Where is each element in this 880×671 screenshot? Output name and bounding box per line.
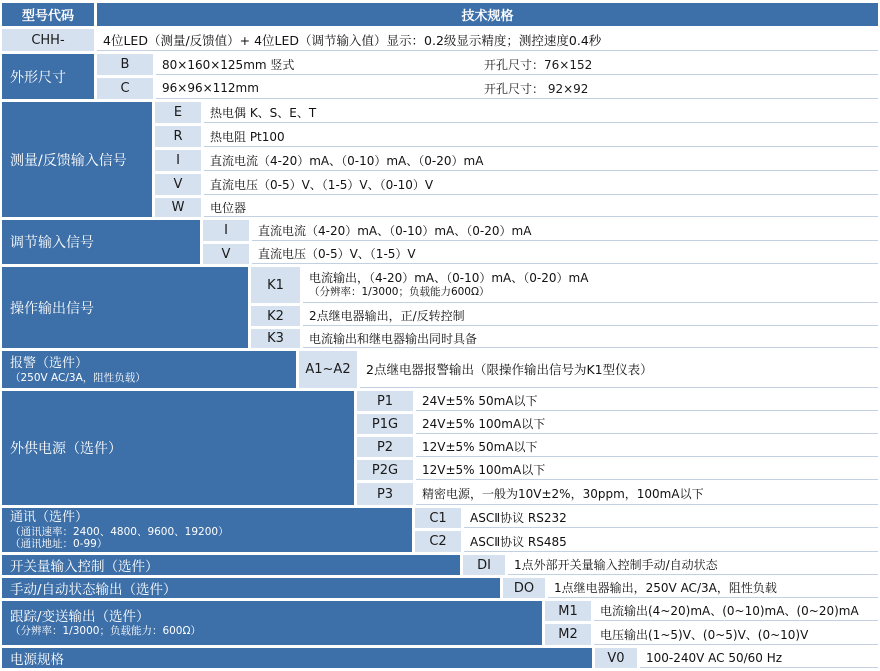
measure-code-r: R (155, 126, 201, 147)
measure-code-e: E (155, 102, 201, 123)
power-supply-code-p1: P1 (357, 391, 413, 411)
power-supply-code-p2g: P2G (357, 460, 413, 480)
comm-code-c2: C2 (415, 531, 461, 552)
comm-sub-rate: （通讯速率：2400、4800、9600、19200） (10, 526, 229, 538)
power-supply-desc-p2: 12V±5% 50mA以下 (416, 437, 878, 457)
measure-code-i: I (155, 150, 201, 171)
operate-desc-k2: 2点继电器输出，正/反转控制 (303, 306, 878, 326)
operate-code-k2: K2 (251, 306, 300, 326)
shape-dim-b: 80×160×125mm 竖式 (162, 57, 295, 72)
alarm-code: A1~A2 (299, 351, 357, 388)
operate-k1-sub: （分辨率：1/3000；负载能力600Ω） (309, 285, 490, 298)
power-supply-desc-p1g: 24V±5% 100mA以下 (416, 414, 878, 434)
shape-dim-c: 96×96×112mm (162, 81, 259, 95)
comm-label (2, 508, 412, 552)
operate-k1-text: 电流输出，（4-20）mA、（0-10）mA、（0-20）mA (309, 270, 589, 285)
measure-code-v: V (155, 174, 201, 195)
operate-desc-k1 (303, 267, 878, 303)
alarm-label (2, 351, 296, 388)
power-desc: 100-240V AC 50/60 Hz (640, 648, 878, 668)
shape-code-b: B (97, 54, 153, 75)
alarm-desc: 2点继电器报警输出（限操作输出信号为K1型仪表） (360, 351, 878, 388)
operate-code-k1: K1 (251, 267, 300, 303)
adjust-desc-i: 直流电流（4-20）mA、（0-10）mA、（0-20）mA (252, 220, 878, 241)
power-supply-label: 外供电源（选件） (2, 391, 354, 505)
comm-desc-c2: ASCⅡ协议 RS485 (464, 531, 878, 552)
track-title: 跟踪/变送输出（选件） (10, 609, 150, 625)
comm-title: 通讯（选件） (10, 510, 89, 525)
comm-desc-c1: ASCⅡ协议 RS232 (464, 508, 878, 528)
shape-label: 外形尺寸 (2, 54, 94, 99)
adjust-code-v: V (203, 244, 249, 264)
measure-desc-v: 直流电压（0-5）V、（1-5）V、（0-10）V (204, 174, 878, 195)
track-sub: （分辨率：1/3000；负载能力：600Ω） (10, 625, 202, 637)
power-supply-code-p2: P2 (357, 437, 413, 457)
power-supply-desc-p3: 精密电源，一般为10V±2%，30ppm，100mA以下 (416, 483, 878, 505)
manual-out-label: 手动/自动状态输出（选件） (2, 578, 500, 598)
model-code: CHH- (2, 29, 94, 51)
track-label (2, 601, 542, 645)
measure-label: 测量/反馈输入信号 (2, 102, 152, 217)
measure-desc-i: 直流电流（4-20）mA、（0-10）mA、（0-20）mA (204, 150, 878, 171)
manual-out-code: DO (503, 578, 545, 598)
adjust-code-i: I (203, 220, 249, 241)
shape-hole-b: 开孔尺寸：76×152 (484, 58, 593, 72)
power-supply-desc-p2g: 12V±5% 100mA以下 (416, 460, 878, 480)
measure-desc-w: 电位器 (204, 198, 878, 217)
adjust-desc-v: 直流电压（0-5）V、（1-5）V (252, 244, 878, 264)
header-model-code: 型号代码 (2, 3, 94, 26)
track-desc-m1: 电流输出(4~20)mA、(0~10)mA、(0~20)mA (594, 601, 878, 621)
track-code-m1: M1 (545, 601, 591, 621)
switch-in-desc: 1点外部开关量输入控制手动/自动状态 (508, 555, 878, 575)
manual-out-desc: 1点继电器输出，250V AC/3A，阻性负载 (548, 578, 878, 598)
operate-label: 操作输出信号 (2, 267, 248, 348)
shape-hole-c: 开孔尺寸： 92×92 (484, 82, 589, 96)
power-label: 电源规格 (2, 648, 592, 668)
power-supply-code-p1g: P1G (357, 414, 413, 434)
measure-code-w: W (155, 198, 201, 217)
alarm-title: 报警（选件） (10, 355, 89, 371)
operate-code-k3: K3 (251, 329, 300, 348)
alarm-sub: （250V AC/3A，阻性负载） (10, 371, 146, 384)
switch-in-label: 开关量输入控制（选件） (2, 555, 460, 575)
track-code-m2: M2 (545, 624, 591, 645)
operate-desc-k3: 电流输出和继电器输出同时具备 (303, 329, 878, 348)
power-supply-desc-p1: 24V±5% 50mA以下 (416, 391, 878, 411)
model-desc: 4位LED（测量/反馈值）+ 4位LED（调节输入值）显示：0.2级显示精度；测控速度0.4秒 (97, 29, 878, 51)
comm-sub-addr: （通讯地址：0-99） (10, 538, 108, 550)
track-desc-m2: 电压输出(1~5)V、(0~5)V、(0~10)V (594, 624, 878, 645)
power-code: V0 (595, 648, 637, 668)
measure-desc-e: 热电偶 K、S、E、T (204, 102, 878, 123)
switch-in-code: DI (463, 555, 505, 575)
measure-desc-r: 热电阻 Pt100 (204, 126, 878, 147)
shape-code-c: C (97, 78, 153, 99)
comm-code-c1: C1 (415, 508, 461, 528)
adjust-label: 调节输入信号 (2, 220, 200, 264)
power-supply-code-p3: P3 (357, 483, 413, 505)
header-tech-spec: 技术规格 (97, 3, 878, 26)
